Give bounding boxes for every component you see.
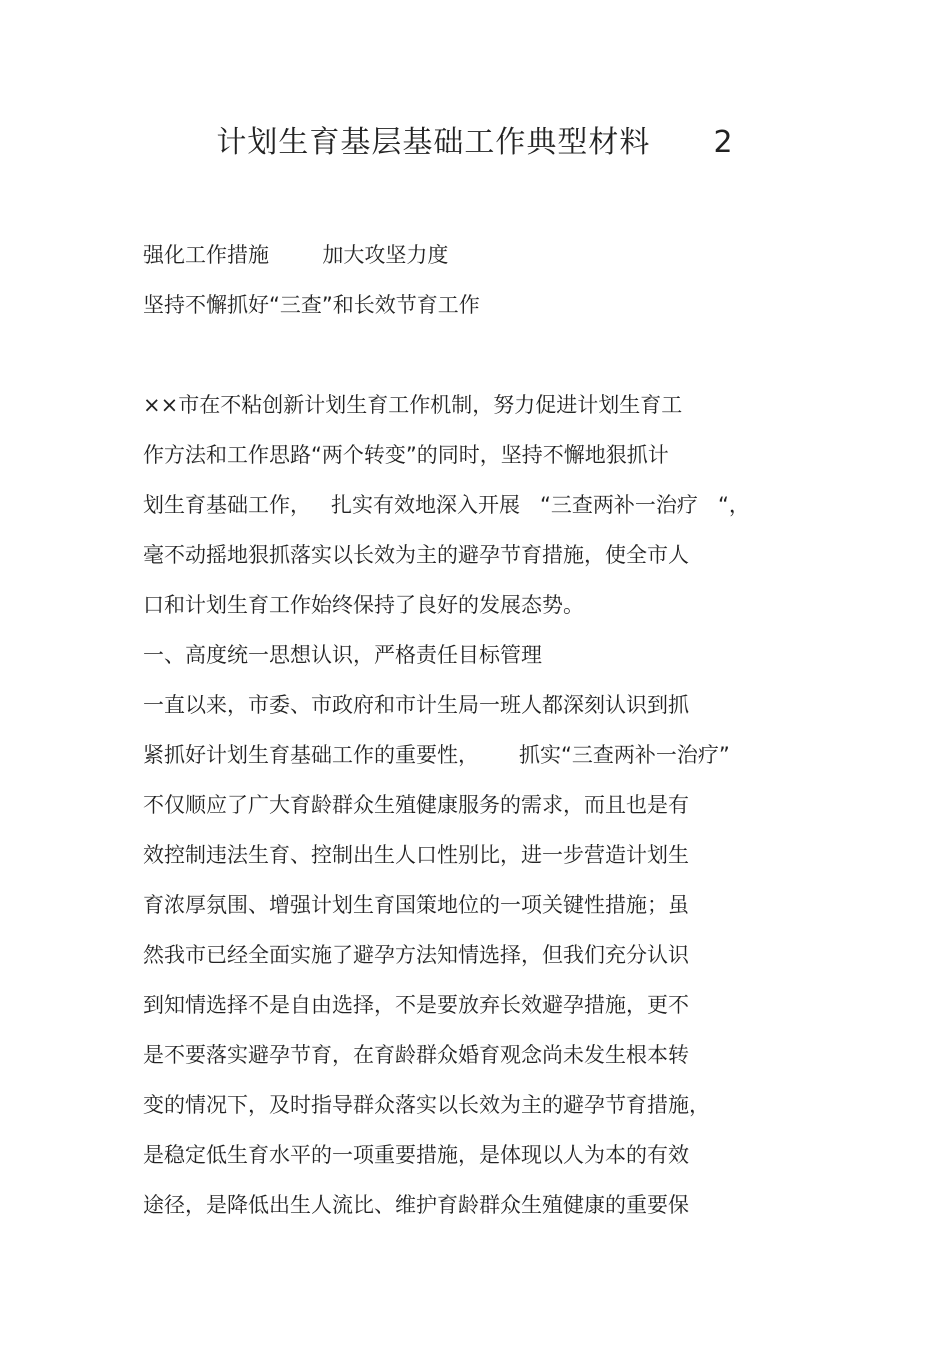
- body-line: 划生育基础工作， 扎实有效地深入开展 “三查两补一治疗 “，: [143, 493, 750, 517]
- body-line: 到知情选择不是自由选择，不是要放弃长效避孕措施，更不: [143, 993, 689, 1017]
- subtitle-line-2: 坚持不懈抓好“三查”和长效节育工作: [143, 293, 480, 317]
- body-line: 作方法和工作思路“两个转变”的同时，坚持不懈地狠抓计: [143, 443, 669, 467]
- body-line: 一直以来，市委、市政府和市计生局一班人都深刻认识到抓: [143, 693, 689, 717]
- subtitle-line-1: 强化工作措施 加大攻坚力度: [143, 243, 449, 267]
- body-line: 不仅顺应了广大育龄群众生殖健康服务的需求，而且也是有: [143, 793, 689, 817]
- body-line: ××市在不粘创新计划生育工作机制，努力促进计划生育工: [143, 393, 683, 417]
- body-line: 是稳定低生育水平的一项重要措施，是体现以人为本的有效: [143, 1143, 689, 1167]
- body-line: 途径，是降低出生人流比、维护育龄群众生殖健康的重要保: [143, 1193, 689, 1217]
- body-line: 变的情况下，及时指导群众落实以长效为主的避孕节育措施，: [143, 1093, 710, 1117]
- document-title: 计划生育基层基础工作典型材料 2: [216, 125, 734, 160]
- body-line: 口和计划生育工作始终保持了良好的发展态势。: [143, 593, 584, 617]
- body-line: 紧抓好计划生育基础工作的重要性， 抓实“三查两补一治疗”: [143, 743, 730, 767]
- body-line: 育浓厚氛围、增强计划生育国策地位的一项关键性措施；虽: [143, 893, 689, 917]
- body-line: 然我市已经全面实施了避孕方法知情选择，但我们充分认识: [143, 943, 689, 967]
- body-line: 效控制违法生育、控制出生人口性别比，进一步营造计划生: [143, 843, 689, 867]
- body-line: 毫不动摇地狠抓落实以长效为主的避孕节育措施，使全市人: [143, 543, 689, 567]
- body-line: 是不要落实避孕节育，在育龄群众婚育观念尚未发生根本转: [143, 1043, 689, 1067]
- section-heading: 一、高度统一思想认识，严格责任目标管理: [143, 643, 542, 667]
